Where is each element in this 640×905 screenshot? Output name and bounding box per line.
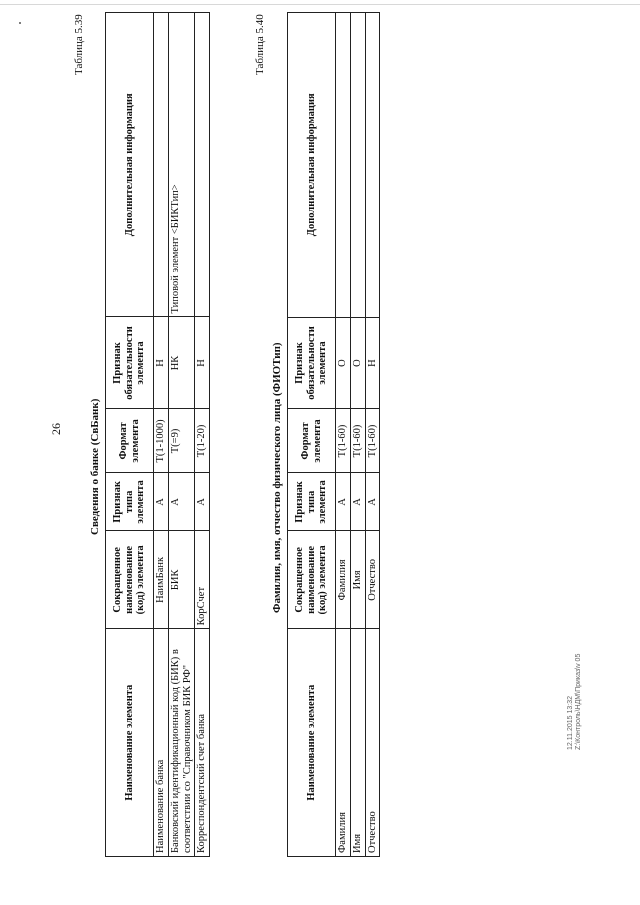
table1-label: Таблица 5.39 bbox=[73, 14, 85, 75]
table-cell: Отчество bbox=[365, 629, 380, 857]
table-cell: T(=9) bbox=[168, 409, 195, 473]
table1-header-info: Дополнительная информация bbox=[106, 13, 154, 318]
table-row bbox=[336, 13, 351, 857]
footer-path: Z:\Контроль\НДМ\Приказ\v 05 bbox=[575, 653, 583, 750]
table-row bbox=[350, 13, 365, 857]
footer-timestamp: 12.11.2015 13:32 bbox=[567, 696, 574, 750]
table-cell: А bbox=[154, 473, 169, 531]
table2-header-required: Признак обязательности элемента bbox=[288, 317, 336, 409]
table1-header-name: Наименование элемента bbox=[106, 629, 154, 857]
table-cell: А bbox=[350, 473, 365, 531]
page-number: 26 bbox=[49, 423, 63, 435]
table-cell: Типовой элемент <БИКТип> bbox=[168, 13, 195, 318]
table-cell: А bbox=[336, 473, 351, 531]
table2-header-info: Дополнительная информация bbox=[288, 13, 336, 318]
table-cell: КорСчет bbox=[195, 531, 210, 629]
table-cell: НК bbox=[168, 317, 195, 409]
table-cell bbox=[336, 13, 351, 318]
table2-header-type: Признак типа элемента bbox=[288, 473, 336, 531]
table2-header-format: Формат элемента bbox=[288, 409, 336, 473]
table1-title: Сведения о банке (СвБанк) bbox=[89, 398, 101, 535]
table-row bbox=[365, 13, 380, 857]
table2-header-name: Наименование элемента bbox=[288, 629, 336, 857]
table-cell: О bbox=[350, 317, 365, 409]
table-cell: Имя bbox=[350, 629, 365, 857]
table-cell bbox=[365, 13, 380, 318]
table1-header-code: Сокращенное наименование (код) элемента bbox=[106, 531, 154, 629]
table2-title: Фамилия, имя, отчество физического лица (ФИОТип) bbox=[271, 342, 283, 613]
table-cell: Н bbox=[365, 317, 380, 409]
table1 bbox=[105, 12, 210, 857]
table-cell: T(1-60) bbox=[336, 409, 351, 473]
table1-header-required: Признак обязательности элемента bbox=[106, 317, 154, 409]
table2-header-code: Сокращенное наименование (код) элемента bbox=[288, 531, 336, 629]
table2-label: Таблица 5.40 bbox=[254, 14, 266, 75]
table-cell: T(1-60) bbox=[365, 409, 380, 473]
table-row bbox=[168, 13, 195, 857]
table-cell: T(1-60) bbox=[350, 409, 365, 473]
table-cell: Корреспондентский счет банка bbox=[195, 629, 210, 857]
table-cell: Н bbox=[195, 317, 210, 409]
table-cell: А bbox=[195, 473, 210, 531]
table-cell: T(1-1000) bbox=[154, 409, 169, 473]
table-cell: А bbox=[168, 473, 195, 531]
table2 bbox=[287, 12, 380, 857]
table-cell bbox=[154, 13, 169, 318]
table-cell: Фамилия bbox=[336, 629, 351, 857]
table-cell: Н bbox=[154, 317, 169, 409]
table-cell: Имя bbox=[350, 531, 365, 629]
table-cell: А bbox=[365, 473, 380, 531]
table-cell: Наименование банка bbox=[154, 629, 169, 857]
table-cell: T(1-20) bbox=[195, 409, 210, 473]
table1-header-type: Признак типа элемента bbox=[106, 473, 154, 531]
table-cell: БИК bbox=[168, 531, 195, 629]
table-cell: Фамилия bbox=[336, 531, 351, 629]
table-cell: НаимБанк bbox=[154, 531, 169, 629]
table-cell: О bbox=[336, 317, 351, 409]
rotated-content bbox=[7, 0, 632, 885]
table-cell: Банковский идентификационный код (БИК) в соответствии со "Справочником БИК РФ" bbox=[168, 629, 195, 857]
table-cell bbox=[350, 13, 365, 318]
table-row bbox=[154, 13, 169, 857]
table1-header-format: Формат элемента bbox=[106, 409, 154, 473]
table-cell: Отчество bbox=[365, 531, 380, 629]
table-row bbox=[195, 13, 210, 857]
file-footer bbox=[567, 654, 584, 750]
table-cell bbox=[195, 13, 210, 318]
